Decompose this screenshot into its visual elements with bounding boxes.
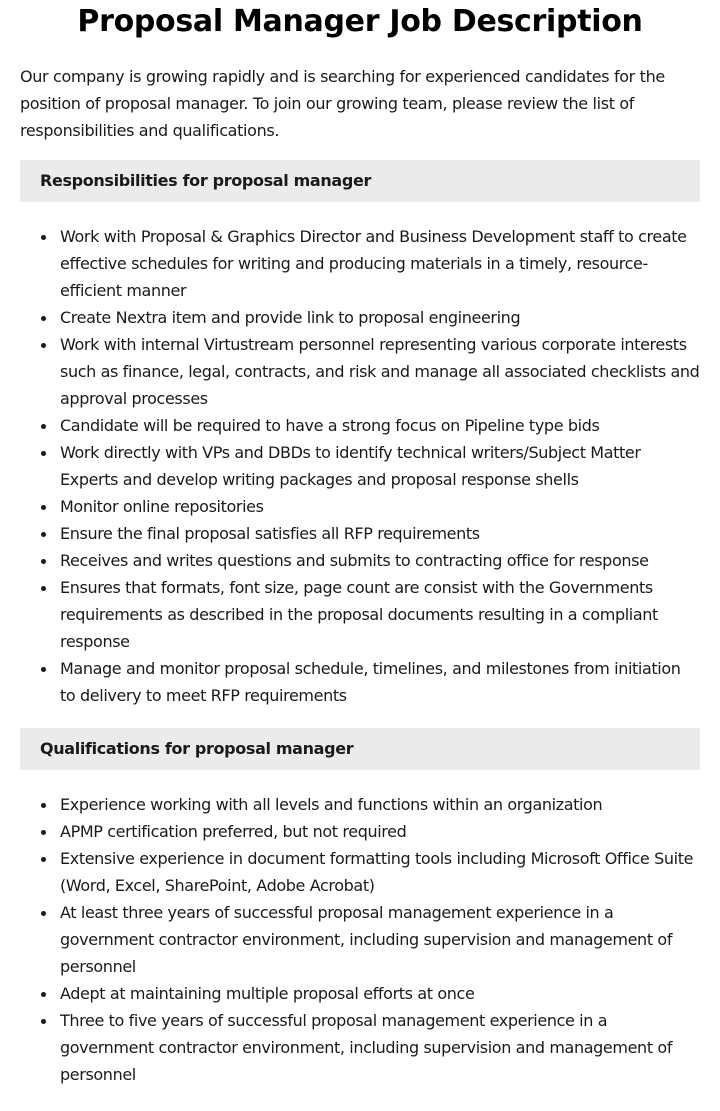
qualification-text: Experience working with all levels and functions within an organization [60, 795, 603, 814]
qualification-item [20, 1007, 700, 1088]
bullet-icon [41, 532, 46, 537]
bullet-icon [41, 830, 46, 835]
responsibility-item [20, 412, 700, 439]
responsibility-text: Receives and writes questions and submits to contracting office for response [60, 551, 649, 570]
qualification-item [20, 980, 700, 1007]
responsibility-item [20, 574, 700, 655]
responsibilities-header: Responsibilities for proposal manager [20, 160, 700, 202]
bullet-icon [41, 424, 46, 429]
responsibility-text: Ensure the final proposal satisfies all RFP requirements [60, 524, 480, 543]
responsibility-text: Work with Proposal & Graphics Director and Business Development staff to create effective schedules for writing and producing materials in a timely, resource-efficient manner [60, 227, 687, 300]
responsibility-text: Manage and monitor proposal schedule, timelines, and milestones from initiation to delivery to meet RFP requirements [60, 659, 681, 705]
bullet-icon [41, 343, 46, 348]
bullet-icon [41, 235, 46, 240]
bullet-icon [41, 667, 46, 672]
responsibility-item [20, 331, 700, 412]
bullet-icon [41, 857, 46, 862]
responsibility-item [20, 304, 700, 331]
intro-paragraph: Our company is growing rapidly and is searching for experienced candidates for the position of proposal manager. To join our growing team, please review the list of responsibilities and qualifications. [20, 67, 665, 140]
qualifications-list [20, 791, 700, 1088]
responsibility-text: Work with internal Virtustream personnel representing various corporate interests such as finance, legal, contracts, and risk and manage all associated checklists and approval processes [60, 335, 700, 408]
qualification-text: At least three years of successful proposal management experience in a government contractor environment, including supervision and management of personnel [60, 903, 673, 976]
responsibility-item [20, 439, 700, 493]
responsibility-text: Monitor online repositories [60, 497, 264, 516]
qualification-item [20, 791, 700, 818]
page-title: Proposal Manager Job Description [77, 4, 643, 39]
bullet-icon [41, 911, 46, 916]
responsibilities-list [20, 223, 700, 709]
responsibility-text: Create Nextra item and provide link to proposal engineering [60, 308, 521, 327]
bullet-icon [41, 1019, 46, 1024]
qualification-text: APMP certification preferred, but not required [60, 822, 407, 841]
responsibility-item [20, 547, 700, 574]
responsibility-text: Ensures that formats, font size, page count are consist with the Governments requirements as described in the proposal documents resulting in a compliant response [60, 578, 658, 651]
qualification-item [20, 899, 700, 980]
qualification-text: Three to five years of successful proposal management experience in a government contractor environment, including supervision and management of personnel [60, 1011, 673, 1084]
responsibility-item [20, 655, 700, 709]
responsibility-item [20, 223, 700, 304]
qualification-text: Adept at maintaining multiple proposal efforts at once [60, 984, 475, 1003]
qualification-item [20, 845, 700, 899]
bullet-icon [41, 505, 46, 510]
qualifications-header: Qualifications for proposal manager [20, 728, 700, 770]
bullet-icon [41, 992, 46, 997]
responsibility-text: Candidate will be required to have a strong focus on Pipeline type bids [60, 416, 600, 435]
qualification-text: Extensive experience in document formatting tools including Microsoft Office Suite (Word, Excel, SharePoint, Adobe Acrobat) [60, 849, 694, 895]
bullet-icon [41, 586, 46, 591]
responsibility-item [20, 493, 700, 520]
bullet-icon [41, 559, 46, 564]
qualification-item [20, 818, 700, 845]
bullet-icon [41, 803, 46, 808]
responsibility-text: Work directly with VPs and DBDs to identify technical writers/Subject Matter Experts and develop writing packages and proposal response shells [60, 443, 641, 489]
bullet-icon [41, 451, 46, 456]
responsibility-item [20, 520, 700, 547]
bullet-icon [41, 316, 46, 321]
